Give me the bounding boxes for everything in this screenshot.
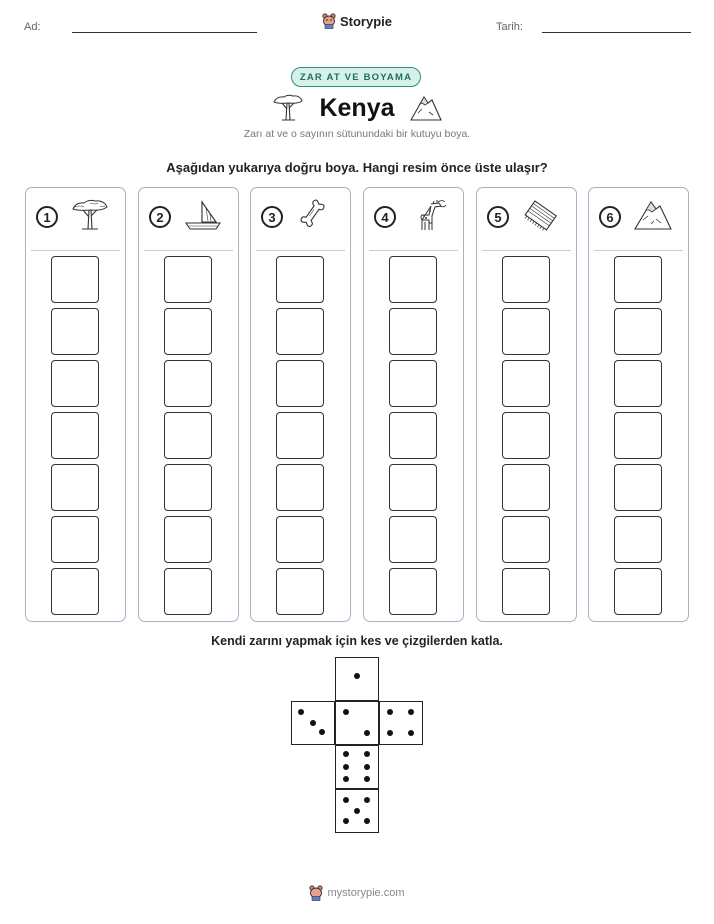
color-box[interactable]	[502, 256, 550, 303]
column-6	[588, 187, 689, 622]
color-box[interactable]	[276, 464, 324, 511]
color-box[interactable]	[276, 360, 324, 407]
color-box[interactable]	[164, 308, 212, 355]
storypie-logo	[0, 13, 714, 29]
column-divider	[482, 250, 571, 251]
dice-pip	[364, 730, 370, 736]
bone-icon	[295, 198, 335, 237]
dice-pip	[364, 764, 370, 770]
acacia-tree-icon	[271, 93, 305, 123]
column-number: 3	[261, 206, 283, 228]
color-box[interactable]	[164, 568, 212, 615]
mountain-icon	[409, 93, 443, 123]
color-box[interactable]	[502, 412, 550, 459]
color-box[interactable]	[51, 464, 99, 511]
dice-pip	[343, 709, 349, 715]
dice-face	[291, 701, 335, 745]
dice-face	[379, 701, 423, 745]
column-divider	[369, 250, 458, 251]
column-divider	[256, 250, 345, 251]
dice-pip	[364, 818, 370, 824]
date-label: Tarih:	[496, 21, 523, 33]
dice-pip	[408, 709, 414, 715]
column-divider	[144, 250, 233, 251]
dice-pip	[310, 720, 316, 726]
title-row	[0, 90, 714, 126]
dice-pip	[343, 797, 349, 803]
bear-mascot-icon	[309, 885, 323, 901]
dice-pip	[364, 797, 370, 803]
column-number: 6	[599, 206, 621, 228]
dice-pip	[354, 808, 360, 814]
acacia-tree-icon	[70, 198, 110, 237]
dice-face	[335, 745, 379, 789]
dice-pip	[343, 818, 349, 824]
folded-blanket-icon	[521, 198, 561, 237]
color-box[interactable]	[502, 568, 550, 615]
dice-pip	[364, 776, 370, 782]
sailboat-icon	[183, 198, 223, 237]
activity-badge: ZAR AT VE BOYAMA	[291, 67, 421, 87]
date-field-line[interactable]	[542, 32, 691, 33]
color-box[interactable]	[164, 412, 212, 459]
column-2	[138, 187, 239, 622]
footer	[0, 885, 714, 901]
color-box[interactable]	[51, 256, 99, 303]
color-box[interactable]	[389, 568, 437, 615]
column-header	[477, 198, 576, 240]
dice-pip	[364, 751, 370, 757]
color-box[interactable]	[389, 412, 437, 459]
dice-face	[335, 789, 379, 833]
column-header	[26, 198, 125, 240]
column-number: 4	[374, 206, 396, 228]
fold-instruction: Kendi zarını yapmak için kes ve çizgilerden katla.	[211, 634, 503, 648]
color-box[interactable]	[51, 308, 99, 355]
column-4	[363, 187, 464, 622]
dice-face	[335, 701, 379, 745]
page-title: Kenya	[319, 93, 395, 122]
column-number: 5	[487, 206, 509, 228]
color-box[interactable]	[389, 516, 437, 563]
color-box[interactable]	[614, 360, 662, 407]
column-header	[364, 198, 463, 240]
color-box[interactable]	[614, 256, 662, 303]
column-5	[476, 187, 577, 622]
color-box[interactable]	[276, 308, 324, 355]
dice-pip	[387, 730, 393, 736]
bear-mascot-icon	[322, 13, 336, 29]
dice-pip	[408, 730, 414, 736]
column-number: 1	[36, 206, 58, 228]
color-box[interactable]	[389, 360, 437, 407]
dice-pip	[387, 709, 393, 715]
column-divider	[594, 250, 683, 251]
color-box[interactable]	[502, 308, 550, 355]
color-box[interactable]	[614, 568, 662, 615]
color-box[interactable]	[502, 464, 550, 511]
color-box[interactable]	[614, 464, 662, 511]
color-box[interactable]	[51, 412, 99, 459]
logo-text: Storypie	[339, 13, 392, 29]
color-box[interactable]	[276, 568, 324, 615]
name-label: Ad:	[24, 21, 41, 33]
name-field-line[interactable]	[72, 32, 257, 33]
color-box[interactable]	[276, 256, 324, 303]
color-box[interactable]	[389, 308, 437, 355]
color-box[interactable]	[164, 464, 212, 511]
column-header	[251, 198, 350, 240]
dice-pip	[343, 776, 349, 782]
color-box[interactable]	[164, 256, 212, 303]
subtitle: Zarı at ve o sayının sütunundaki bir kutuyu boya.	[243, 128, 471, 140]
column-number: 2	[149, 206, 171, 228]
color-box[interactable]	[164, 516, 212, 563]
color-box[interactable]	[276, 516, 324, 563]
color-box[interactable]	[164, 360, 212, 407]
dice-pip	[354, 673, 360, 679]
instruction-text: Aşağıdan yukarıya doğru boya. Hangi resim önce üste ulaşır?	[166, 160, 548, 175]
column-header	[589, 198, 688, 240]
color-box[interactable]	[51, 516, 99, 563]
dice-pip	[343, 764, 349, 770]
column-header	[139, 198, 238, 240]
dice-pip	[319, 729, 325, 735]
color-box[interactable]	[614, 516, 662, 563]
color-box[interactable]	[389, 256, 437, 303]
color-box[interactable]	[614, 412, 662, 459]
column-3	[250, 187, 351, 622]
color-box[interactable]	[51, 360, 99, 407]
column-1	[25, 187, 126, 622]
color-box[interactable]	[51, 568, 99, 615]
color-box[interactable]	[502, 360, 550, 407]
column-divider	[31, 250, 120, 251]
color-box[interactable]	[389, 464, 437, 511]
color-box[interactable]	[276, 412, 324, 459]
giraffe-icon	[408, 198, 448, 237]
dice-face	[335, 657, 379, 701]
mountain-icon	[633, 198, 673, 237]
color-box[interactable]	[502, 516, 550, 563]
dice-pip	[298, 709, 304, 715]
dice-pip	[343, 751, 349, 757]
color-box[interactable]	[614, 308, 662, 355]
footer-url[interactable]: mystorypie.com	[327, 887, 405, 899]
